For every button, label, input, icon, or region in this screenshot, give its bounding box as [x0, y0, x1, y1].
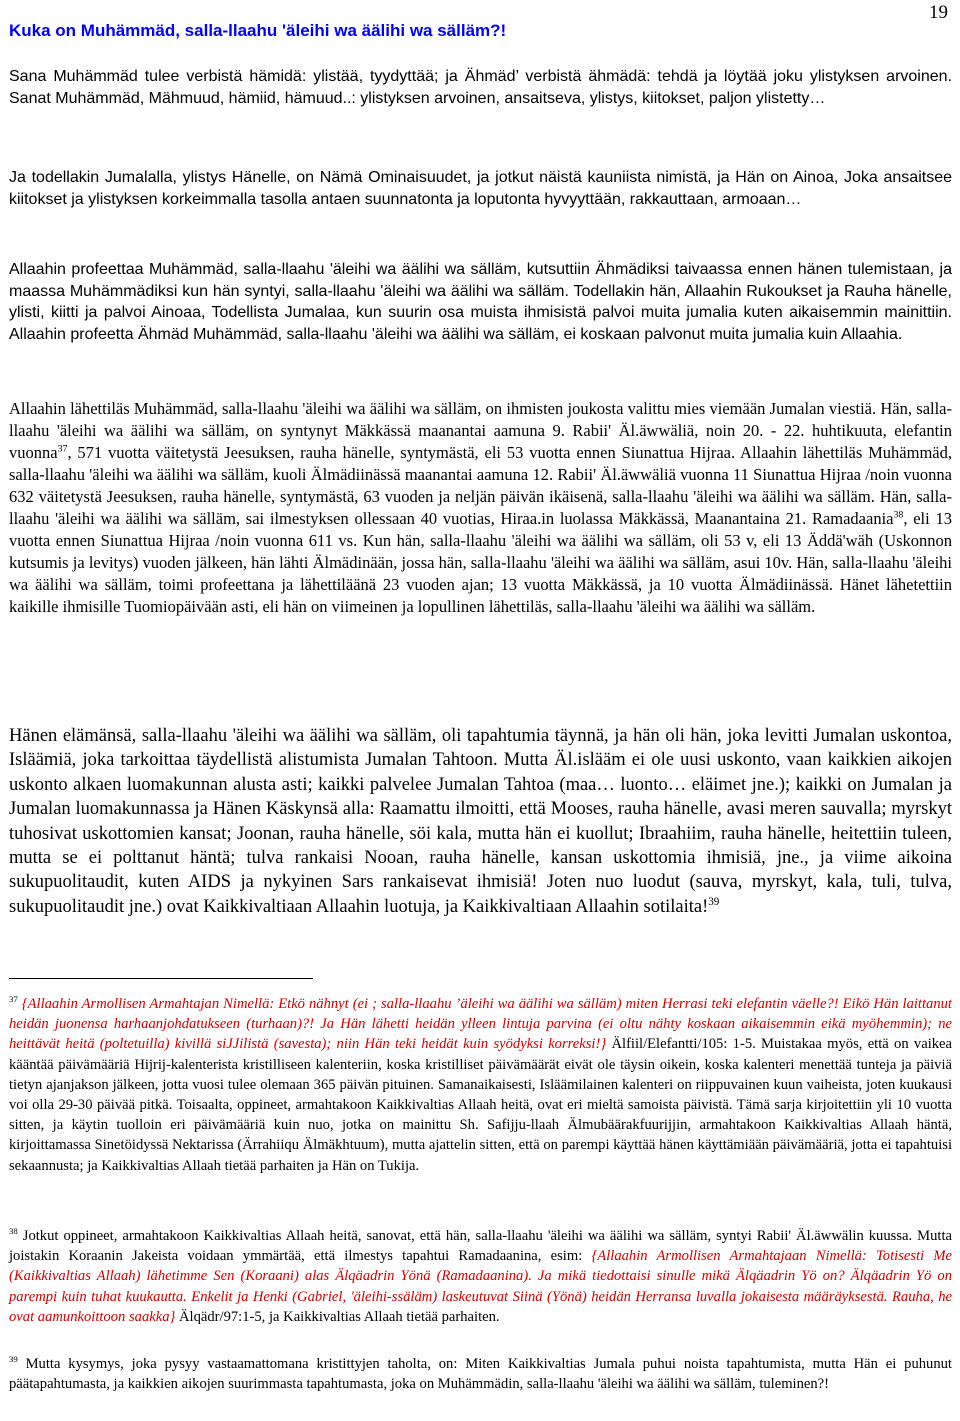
footnote-38-quote: {Allaahin Armollisen Armahtajaan Nimellä: Totisesti Me (Kaikkivaltias Allaah) lähetimme Sen (Koraani) alas Älqäadrin Yönä (Ramadaanina). Ja mikä tiedottaisi sinulle mikä Älqäadrin Yö on? Älqäadrin Yö on parempi kuin tuhat kuukautta. Enkelit ja Henki (Gabriel, 'äleihi-ssäläm) laskeutuvat Siinä (Yönä) heidän Herransa luvalla jokaisesta määräyksestä. Rauha, he ovat aamunkoittoon saakka} — [9, 1248, 952, 1325]
footnote-ref-39[interactable]: 39 — [708, 895, 720, 908]
footnote-39-number: 39 — [9, 1354, 18, 1365]
footnote-37-text: Älfiil/Elefantti/105: 1-5. Muistakaa myös, että on vaikea kääntää päivämääriä Hijrij-kalenterista kristilliseen kalenteriin, koska kristilliset päivämäärät eivät ole täysin oikein, koska kalenteri menettää tunteja ja päiviä tietyn ajanjakson jälkeen, jotta vuosi tulee olemaan 365 päivän pituinen. Samanaikaisesti, Isläämilainen kalenteri on riippuvainen kuun vaiheista, joten kuukausi voi olla 29-30 päivää pitkä. Toisaalta, oppineet, armahtakoon Kaikkivaltias Allaah heitä, ovat eri mieltä samoista päivistä. Tämä sarja kirjoitettiin yli 10 vuotta sitten, ja käytin tuolloin eri päivämääriä kuin nuo, jotka on mainittu Sh. Safijju-llaah Älmubäärakfuurijjin, armahtakoon Kaikkivaltias Allaah häntä, kirjoittamassa Sinetöidyssä Nektarissa (Ärrahiiqu Älmäkhtuum), mutta ajattelin sitten, että on parempi käyttää hänen käyttämiään päivämääriä, jotta ei tapahtuisi sekaannusta; ja Kaikkivaltias Allaah tietää parhaiten ja Hän on Tukija. — [9, 1036, 952, 1174]
footnote-37-number: 37 — [9, 994, 18, 1005]
paragraph-definition: Sana Muhämmäd tulee verbistä hämidä: ylistää, tyydyttää; ja Ähmäd’ verbistä ähmädä: tehdä ja löytää joku ylistyksen arvoinen. Sanat Muhämmäd, Mähmuud, hämiid, hämuud..: ylistyksen arvoinen, ansaitseva, ylistys, kiitokset, paljon ylistetty… — [9, 68, 952, 107]
footnote-38 — [9, 1226, 952, 1327]
footnote-39 — [9, 1354, 952, 1394]
paragraph-prophet-life-a: Allaahin lähettiläs Muhämmäd, salla-llaahu 'äleihi wa äälihi wa sälläm, on ihmisten joukosta valittu mies viemään Jumalan viestiä. Hän, salla-llaahu 'äleihi wa äälihi wa sälläm, on syntynyt Mäkkässä maanantai aamuna 9. Rabii' Äl.äwwäliä, noin 20. - 22. huhtikuuta, elefantin vuonna — [9, 399, 952, 462]
footnote-separator — [9, 978, 313, 979]
footnote-38-tail: Älqädr/97:1-5, ja Kaikkivaltias Allaah tietää parhaiten. — [175, 1308, 500, 1325]
page-title: Kuka on Muhämmäd, salla-llaahu 'äleihi wa äälihi wa sälläm?! — [9, 21, 507, 40]
footnote-38-text: Jotkut oppineet, armahtakoon Kaikkivaltias Allaah heitä, sanovat, että hän, salla-llaahu 'äleihi wa äälihi wa sälläm, syntyi Rabii' Äl.äwwälin kuussa. Mutta joistakin Koraanin Jakeista voidaan ymmärtää, että ilmestys tapahtui Ramadaanina, esim: — [9, 1228, 952, 1265]
footnote-39-text: Mutta kysymys, joka pysyy vastaamattomana kristittyjen taholta, on: Miten Kaikkivaltias Jumala puhui noista tapahtumista, mutta Hän ei puhunut päätapahtumasta, ja kaikkien aikojen suurimmasta tapahtumasta, joka on Muhämmädin, salla-llaahu 'äleihi wa äälihi wa sälläm, tuleminen?! — [9, 1356, 952, 1393]
paragraph-prophet-life-c: , eli 13 vuotta ennen Siunattua Hijraa /noin vuonna 611 vs. Kun hän, salla-llaahu 'äleihi wa äälihi wa sälläm, oli 53 v, eli 13 Äddä'wäh (Uskonnon kutsumis ja levitys) vuoden jälkeen, hän lähti Älmädinään, jossa hän, salla-llaahu 'äleihi wa äälihi wa sälläm, asui 10v. Hän, salla-llaahu 'äleihi wa äälihi wa sälläm, toimi profeettana ja lähettiläänä 23 vuoden ajan; 13 vuotta Mäkkässä, ja 10 vuotta Älmädiinässä. Hänet lähetettiin kaikille ihmisille Tuomiopäivään asti, eli hän on viimeinen ja lopullinen lähettiläs, salla-llaahu 'äleihi wa äälihi wa sälläm. — [9, 509, 952, 616]
paragraph-islam-religion-text: Hänen elämänsä, salla-llaahu 'äleihi wa äälihi wa sälläm, oli tapahtumia täynnä, ja hän oli hän, joka levitti Jumalan uskontoa, Isläämiä, joka tarkoittaa täydellistä alistumista Jumalan Tahtoon. Mutta Äl.islääm ei ole uusi uskonto, vaan kaikkien aikojen uskonto alkaen luomakunnan alusta asti; kaikki palvelee Jumalan Tahtoa (maa… luonto… eläimet jne.); kaikki on Jumalan ja Jumalan luomakunnassa ja Hänen Käskynsä alla: Raamattu ilmoitti, että Mooses, rauha hänelle, avasi meren sauvalla; myrskyt tuhosivat uskottomien kansat; Joonan, rauha hänelle, söi kala, mutta hän ei kuollut; Ibraahiim, rauha hänelle, heitettiin tuleen, mutta se ei polttanut häntä; tulva rankaisi Nooan, rauha hänelle, kansan uskottomia ihmisiä, jne., ja viime aikoina sukupuolitaudit, kuten AIDS ja nykyinen Sars rankaisevat ihmisiä! Joten nuo luodut (sauva, myrskyt, kala, tuli, tulva, sukupuolitaudit jne.) ovat Kaikkivaltiaan Allaahin luotuja, ja Kaikkivaltiaan Allaahin sotilaita! — [9, 726, 952, 917]
paragraph-prophet-life-b: , 571 vuotta väitetystä Jeesuksen, rauha hänelle, syntymästä, eli 53 vuotta ennen Siunattua Hijraa. Allaahin lähettiläs Muhämmäd, salla-llaahu 'äleihi wa äälihi wa sälläm, kuoli Älmädiinässä maanantai aamuna 12. Rabii' Äl.äwwäliä vuonna 11 Siunattua Hijraa /noin vuonna 632 väitetystä Jeesuksen, rauha hänelle, syntymästä, 63 vuoden ja neljän päivän ikäisenä, salla-llaahu 'äleihi wa äälihi wa sälläm. Hän, salla-llaahu 'äleihi wa äälihi wa sälläm, sai ilmestyksen ollessaan 40 vuotias, Hiraa.in luolassa Mäkkässä, Maanantaina 21. Ramadaania — [9, 443, 952, 528]
paragraph-prophet-names: Allaahin profeettaa Muhämmäd, salla-llaahu 'äleihi wa äälihi wa sälläm, kutsuttiin Ähmädiksi taivaassa ennen hänen tulemistaan, ja maassa Muhämmädiksi kun hän syntyi, salla-llaahu 'äleihi wa äälihi wa sälläm. Todellakin hän, Allaahin Rukoukset ja Rauha hänelle, ylisti, kiitti ja palvoi Ainoaa, Todellista Jumalaa, kun suurin osa muista ihmisistä palvoi muita jumalia kuten aikaisemmin mainittiin. Allaahin profeetta Ähmäd Muhämmäd, salla-llaahu 'äleihi wa äälihi wa sälläm, ei koskaan palvonut muita jumalia kuin Allaahia. — [9, 261, 952, 343]
footnote-ref-38[interactable]: 38 — [893, 509, 904, 521]
footnote-37 — [9, 994, 952, 1176]
paragraph-prophet-life — [9, 398, 952, 618]
footnote-38-number: 38 — [9, 1226, 18, 1237]
paragraph-god-attributes: Ja todellakin Jumalalla, ylistys Hänelle, on Nämä Ominaisuudet, ja jotkut näistä kauniista nimistä, ja Hän on Ainoa, Joka ansaitsee kiitokset ja ylistyksen korkeimmalla tasolla antaen suunnatonta ja loputonta hyvyyttään, rakkauttaan, armoaan… — [9, 169, 952, 208]
footnote-37-quote: {Allaahin Armollisen Armahtajan Nimellä: Etkö nähnyt (ei ; salla-llaahu ’äleihi wa äälihi wa sälläm) miten Herrasi teki elefantin väelle?! Eikö Hän laittanut heidän juonensa harhaanjohdatukseen (turhaan)?! Ja Hän lähetti heidän ylleen lintuja parvina (ei oltu nähty koskaan aikaisemmin eikä myöhemmin); ne heittävät heitä (poltetuilla) kivillä siJJilistä (savesta); niin Hän teki heidät kuin syödyksi korreksi!} — [9, 996, 952, 1053]
page-number: 19 — [929, 2, 948, 23]
footnote-ref-37[interactable]: 37 — [57, 443, 68, 455]
paragraph-islam-religion — [9, 724, 952, 919]
